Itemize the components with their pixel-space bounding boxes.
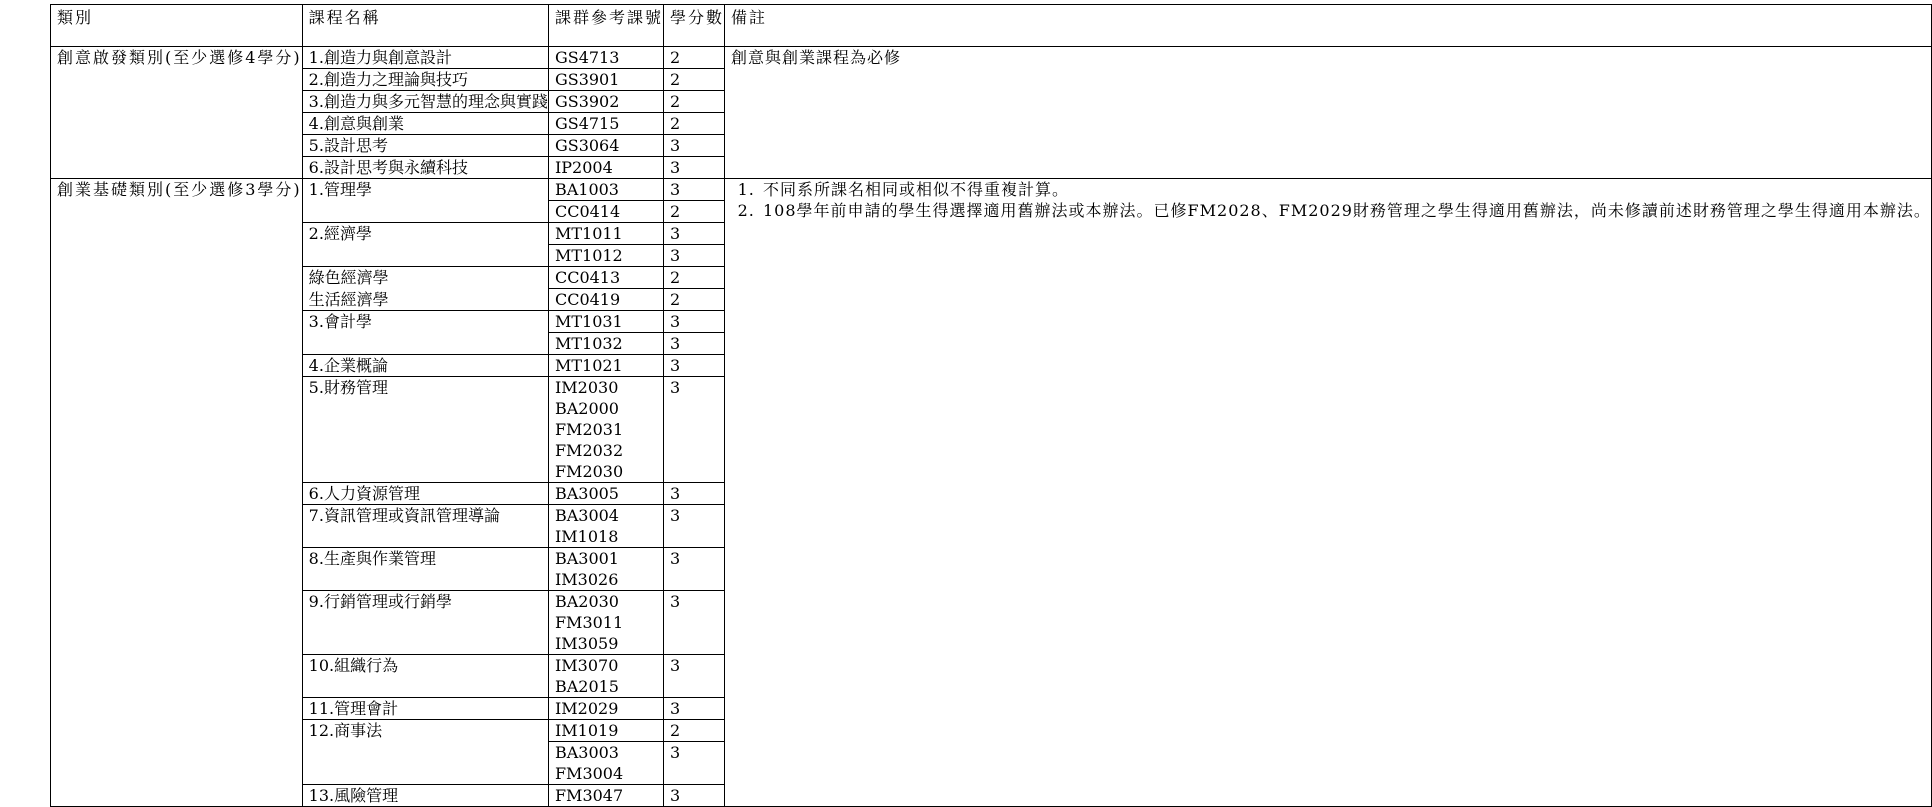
course-name: 6.設計思考與永續科技 xyxy=(302,157,548,179)
header-category: 類別 xyxy=(51,5,303,47)
remark-list xyxy=(731,179,1931,221)
course-table xyxy=(50,4,1932,807)
course-code: BA3004 IM1018 xyxy=(548,505,663,548)
course-credits: 2 xyxy=(663,69,724,91)
course-name: 2.創造力之理論與技巧 xyxy=(302,69,548,91)
course-name: 5.設計思考 xyxy=(302,135,548,157)
course-name: 4.企業概論 xyxy=(302,355,548,377)
course-credits: 3 xyxy=(663,157,724,179)
course-code: IP2004 xyxy=(548,157,663,179)
header-course-name: 課程名稱 xyxy=(302,5,548,47)
remark-item: 2. 108學年前申請的學生得選擇適用舊辦法或本辦法。已修FM2028、FM2029財務管理之學生得適用舊辦法，尚未修讀前述財務管理之學生得適用本辦法。 xyxy=(761,200,1931,221)
course-code: BA3001 IM3026 xyxy=(548,548,663,591)
course-code: GS4715 xyxy=(548,113,663,135)
course-credits: 2 xyxy=(663,47,724,69)
header-row xyxy=(51,5,1932,47)
course-credits: 3 xyxy=(663,505,724,548)
course-code: CC0419 xyxy=(548,289,663,311)
header-remarks: 備註 xyxy=(724,5,1931,47)
course-code: CC0413 xyxy=(548,267,663,289)
course-credits: 3 xyxy=(663,548,724,591)
course-code: BA1003 xyxy=(548,179,663,201)
course-credits: 2 xyxy=(663,267,724,289)
course-credits: 2 xyxy=(663,720,724,742)
course-name: 12.商事法 xyxy=(302,720,548,785)
course-name: 1.管理學 xyxy=(302,179,548,223)
course-credits: 2 xyxy=(663,201,724,223)
course-code: BA3003 FM3004 xyxy=(548,742,663,785)
course-credits: 3 xyxy=(663,333,724,355)
course-name: 生活經濟學 xyxy=(302,289,548,311)
course-credits: 3 xyxy=(663,135,724,157)
course-credits: 3 xyxy=(663,483,724,505)
course-name: 10.組織行為 xyxy=(302,655,548,698)
course-code: GS4713 xyxy=(548,47,663,69)
course-credits: 3 xyxy=(663,742,724,785)
course-credits: 2 xyxy=(663,289,724,311)
course-name: 9.行銷管理或行銷學 xyxy=(302,591,548,655)
course-name: 5.財務管理 xyxy=(302,377,548,483)
remark-entrepreneurship xyxy=(724,179,1931,807)
course-code: FM3047 xyxy=(548,785,663,807)
category-entrepreneurship: 創業基礎類別(至少選修3學分) xyxy=(51,179,303,807)
course-code: MT1011 xyxy=(548,223,663,245)
course-credits: 3 xyxy=(663,785,724,807)
remark-creativity: 創意與創業課程為必修 xyxy=(724,47,1931,179)
course-name: 4.創意與創業 xyxy=(302,113,548,135)
course-credits: 3 xyxy=(663,355,724,377)
course-credits: 3 xyxy=(663,655,724,698)
course-credits: 3 xyxy=(663,377,724,483)
course-code: CC0414 xyxy=(548,201,663,223)
course-credits: 3 xyxy=(663,179,724,201)
course-name: 2.經濟學 xyxy=(302,223,548,267)
course-name: 6.人力資源管理 xyxy=(302,483,548,505)
table-row xyxy=(51,179,1932,201)
header-course-code: 課群參考課號 xyxy=(548,5,663,47)
course-code: GS3901 xyxy=(548,69,663,91)
course-code: IM2030 BA2000 FM2031 FM2032 FM2030 xyxy=(548,377,663,483)
course-code: IM1019 xyxy=(548,720,663,742)
course-name: 8.生產與作業管理 xyxy=(302,548,548,591)
course-name: 11.管理會計 xyxy=(302,698,548,720)
header-credits: 學分數 xyxy=(663,5,724,47)
course-code: GS3902 xyxy=(548,91,663,113)
course-code: MT1012 xyxy=(548,245,663,267)
course-credits: 2 xyxy=(663,113,724,135)
course-credits: 3 xyxy=(663,311,724,333)
table-row xyxy=(51,47,1932,69)
category-creativity: 創意啟發類別(至少選修4學分) xyxy=(51,47,303,179)
course-credits: 3 xyxy=(663,245,724,267)
course-code: MT1021 xyxy=(548,355,663,377)
course-name: 7.資訊管理或資訊管理導論 xyxy=(302,505,548,548)
course-code: GS3064 xyxy=(548,135,663,157)
course-credits: 3 xyxy=(663,698,724,720)
course-credits: 3 xyxy=(663,223,724,245)
course-name: 3.創造力與多元智慧的理念與實踐 xyxy=(302,91,548,113)
course-name: 3.會計學 xyxy=(302,311,548,355)
course-credits: 2 xyxy=(663,91,724,113)
course-code: MT1031 xyxy=(548,311,663,333)
course-code: BA2030 FM3011 IM3059 xyxy=(548,591,663,655)
course-code: IM2029 xyxy=(548,698,663,720)
course-code: IM3070 BA2015 xyxy=(548,655,663,698)
course-name: 1.創造力與創意設計 xyxy=(302,47,548,69)
course-credits: 3 xyxy=(663,591,724,655)
remark-item: 1. 不同系所課名相同或相似不得重複計算。 xyxy=(761,179,1931,200)
course-name: 13.風險管理 xyxy=(302,785,548,807)
course-name: 綠色經濟學 xyxy=(302,267,548,289)
course-code: BA3005 xyxy=(548,483,663,505)
course-code: MT1032 xyxy=(548,333,663,355)
